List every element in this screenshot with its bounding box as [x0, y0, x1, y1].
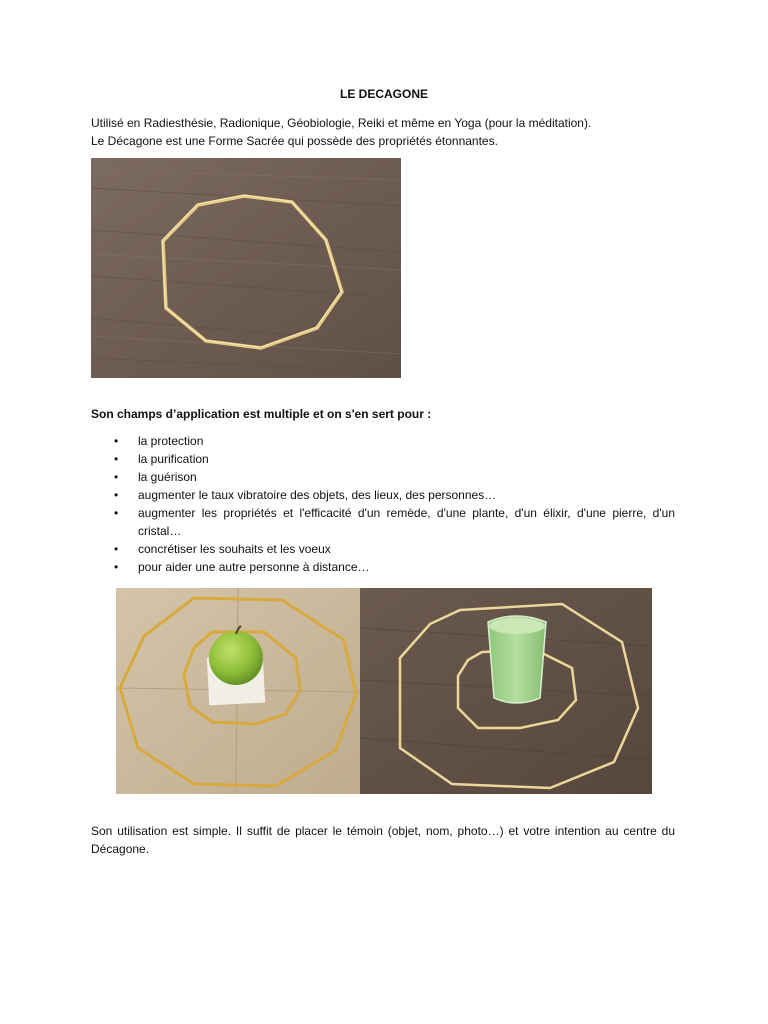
uses-list [91, 432, 675, 576]
bullet: • [114, 560, 119, 574]
page-title: LE DECAGONE [339, 87, 428, 101]
drink-decagon-photo [360, 588, 652, 794]
intro-line-1: Utilisé en Radiesthésie, Radionique, Géobiologie, Reiki et même en Yoga (pour la méditation). [91, 116, 592, 130]
uses-heading: Son champs d’application est multiple et on s'en sert pour : [91, 407, 432, 421]
list-item [91, 540, 675, 558]
apple-decagon-photo [116, 588, 360, 794]
list-item [91, 558, 675, 576]
list-item [91, 432, 675, 450]
closing-paragraph: Son utilisation est simple. Il suffit de placer le témoin (objet, nom, photo…) et votre intention au centre du Décagone. [91, 824, 675, 856]
list-item [91, 504, 675, 540]
bullet: • [114, 452, 119, 466]
list-item-text: la protection [138, 434, 204, 448]
list-item-text: concrétiser les souhaits et les voeux [138, 542, 331, 556]
bullet: • [114, 506, 119, 520]
list-item-text: augmenter le taux vibratoire des objets, des lieux, des personnes… [138, 488, 497, 502]
bullet: • [114, 542, 119, 556]
list-item-text: augmenter les propriétés et l'efficacité d'un remède, d'une plante, d'un élixir, d'une pierre, d'un cristal… [138, 506, 675, 538]
list-item [91, 450, 675, 468]
bullet: • [114, 488, 119, 502]
intro-paragraph [91, 114, 675, 150]
bullet: • [114, 470, 119, 484]
list-item [91, 486, 675, 504]
list-item-text: pour aider une autre personne à distance… [138, 560, 370, 574]
list-item-text: la guérison [138, 470, 197, 484]
list-item [91, 468, 675, 486]
intro-line-2: Le Décagone est une Forme Sacrée qui possède des propriétés étonnantes. [91, 134, 498, 148]
decagon-photo [91, 158, 401, 378]
bullet: • [114, 434, 119, 448]
list-item-text: la purification [138, 452, 209, 466]
